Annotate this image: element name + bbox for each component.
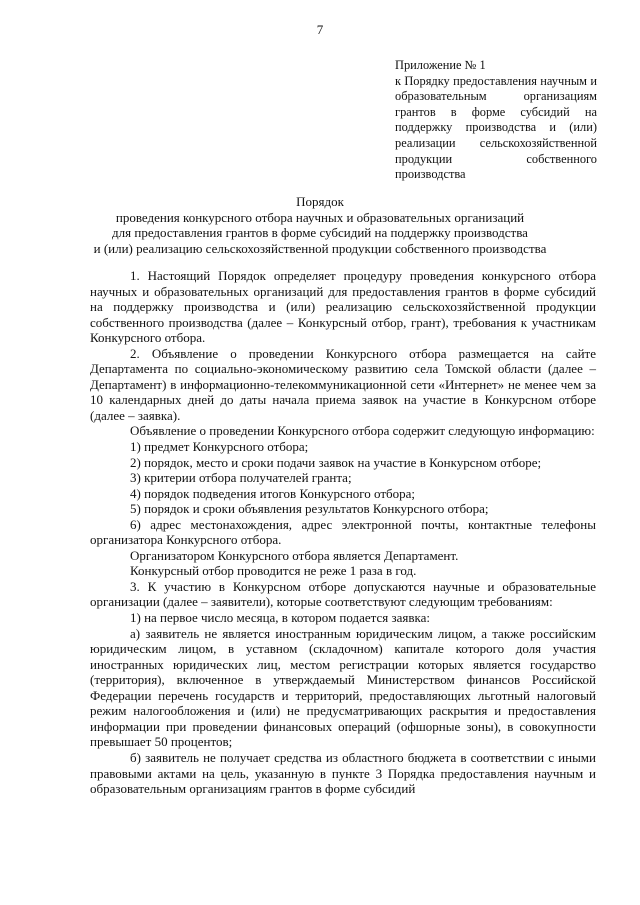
document-body [90,268,596,797]
list-item-6: 6) адрес местонахождения, адрес электронной почты, контактные телефоны организатора Конкурсного отбора. [90,516,596,548]
list-item-4: 4) порядок подведения итогов Конкурсного отбора; [130,485,416,501]
paragraph-announcement-intro: Объявление о проведении Конкурсного отбора содержит следующую информацию: [130,423,595,439]
title-line-3: для предоставления грантов в форме субсидий на поддержку производства [112,225,528,241]
list-item-2: 2) порядок, место и сроки подачи заявок на участие в Конкурсном отборе; [130,454,542,470]
title-line-1: Порядок [296,194,344,209]
document-title [40,194,600,256]
requirement-1: 1) на первое число месяца, в котором подается заявка: [130,610,431,626]
appendix-note [395,58,597,183]
list-item-5: 5) порядок и сроки объявления результатов Конкурсного отбора; [130,501,489,517]
paragraph-3: 3. К участию в Конкурсном отборе допускаются научные и образовательные организации (далее – заявители), которые соответствуют следующим требованиям: [90,578,596,610]
paragraph-frequency: Конкурсный отбор проводится не реже 1 раза в год. [130,563,417,579]
requirement-1b: б) заявитель не получает средства из областного бюджета в соответствии с иными правовыми актами на цель, указанную в пункте 3 Порядка предоставления научным и образовательным организациям грантов в форме субсидий [90,749,596,797]
paragraph-organizer: Организатором Конкурсного отбора является Департамент. [130,547,459,563]
paragraph-1: 1. Настоящий Порядок определяет процедуру проведения конкурсного отбора научных и образовательных организаций для предоставления грантов в форме субсидий на поддержку производства и (или) реализацию сельскохозяйственной продукции собственного производства (далее – Конкурсный отбор, грант), требования к участникам Конкурсного отбора. [90,268,596,346]
appendix-text: к Порядку предоставления научным и образовательным организациям грантов в форме субсидий на поддержку производства и (или) реализации сельскохозяйственной продукции собственного производства [395,73,597,182]
list-item-1: 1) предмет Конкурсного отбора; [130,439,309,455]
title-line-2: проведения конкурсного отбора научных и образовательных организаций [115,209,525,225]
title-line-4: и (или) реализацию сельскохозяйственной продукции собственного производства [93,240,547,256]
requirement-1a: а) заявитель не является иностранным юридическим лицом, а также российским юридическим лицом, в уставном (складочном) капитале которого доля участия иностранных юридических лиц, местом регистрации которых является государство (территория), включенное в утверждаемый Министерством финансов Российской Федерации перечень государств и территорий, предоставляющих льготный налоговый режим налогообложения и (или) не предусматривающих раскрытия и предоставления информации при проведении финансовых операций (офшорные зоны), в совокупности превышает 50 процентов; [90,625,596,750]
list-item-3: 3) критерии отбора получателей гранта; [130,470,352,486]
page-number: 7 [316,22,324,37]
appendix-label: Приложение № 1 [395,58,486,72]
paragraph-2: 2. Объявление о проведении Конкурсного отбора размещается на сайте Департамента по социально-экономическому развитию села Томской области (далее – Департамент) в информационно-телекоммуникационной сети «Интернет» не менее чем за 10 календарных дней до даты начала приема заявок на участие в Конкурсном отборе (далее – заявка). [90,345,596,423]
